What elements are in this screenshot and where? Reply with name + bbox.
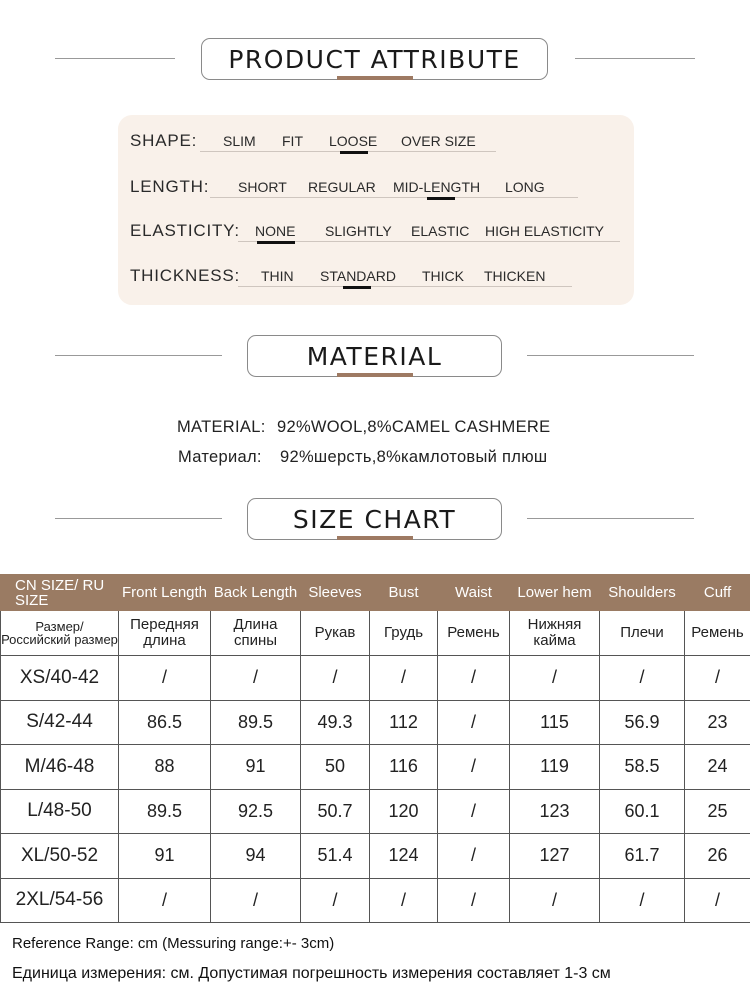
attr-row-thickness (118, 260, 634, 290)
size-cell: L/48-50 (1, 789, 119, 834)
reference-note-en: Reference Range: cm (Messuring range:+- 3cm) (12, 935, 335, 952)
measurement-cell: 89.5 (119, 789, 211, 834)
measurement-cell: / (301, 878, 370, 923)
table-row (1, 700, 750, 745)
table-body (1, 656, 750, 923)
attr-option: LONG (505, 179, 545, 195)
attribute-panel (118, 115, 634, 305)
column-header: Shoulders (600, 575, 685, 611)
column-header: Front Length (119, 575, 211, 611)
table-header-ru (1, 611, 750, 656)
measurement-cell: / (301, 656, 370, 701)
attr-option: SHORT (238, 179, 287, 195)
measurement-cell: / (510, 656, 600, 701)
measurement-cell: / (600, 656, 685, 701)
selected-marker (257, 241, 295, 244)
size-cell: 2XL/54-56 (1, 878, 119, 923)
attr-option-selected: STANDARD (320, 268, 396, 284)
measurement-cell: 49.3 (301, 700, 370, 745)
section-title: SIZE CHART (247, 498, 502, 540)
measurement-cell: / (685, 878, 750, 923)
measurement-cell: 120 (370, 789, 438, 834)
attr-rule (210, 197, 578, 198)
table-row (1, 789, 750, 834)
header-divider-right (575, 58, 695, 59)
attr-option: SLIM (223, 133, 256, 149)
attr-option: SLIGHTLY (325, 223, 392, 239)
measurement-cell: 50.7 (301, 789, 370, 834)
measurement-cell: 50 (301, 745, 370, 790)
column-header: Cuff (685, 575, 750, 611)
attr-option: OVER SIZE (401, 133, 476, 149)
measurement-cell: / (438, 789, 510, 834)
product-attribute-header (0, 38, 750, 88)
attr-option: THICKEN (484, 268, 546, 284)
table-row (1, 878, 750, 923)
material-value: 92%WOOL,8%CAMEL CASHMERE (277, 418, 551, 436)
size-cell: XL/50-52 (1, 834, 119, 879)
table-header-en (1, 575, 750, 611)
column-header: Ремень (438, 611, 510, 656)
measurement-cell: / (370, 878, 438, 923)
measurement-cell: 56.9 (600, 700, 685, 745)
section-title: PRODUCT ATTRIBUTE (201, 38, 548, 80)
column-header: Нижняя кайма (510, 611, 600, 656)
attr-row-length (118, 171, 634, 201)
table-row (1, 745, 750, 790)
column-header: Bust (370, 575, 438, 611)
attr-rule (238, 286, 572, 287)
measurement-cell: 86.5 (119, 700, 211, 745)
material-header (0, 335, 750, 385)
column-header: Грудь (370, 611, 438, 656)
measurement-cell: 89.5 (211, 700, 301, 745)
reference-note-ru: Единица измерения: см. Допустимая погрешность измерения составляет 1-3 см (12, 965, 611, 982)
measurement-cell: / (510, 878, 600, 923)
attr-option: HIGH ELASTICITY (485, 223, 605, 239)
material-label: MATERIAL: (177, 418, 266, 436)
header-divider-left (55, 355, 222, 356)
measurement-cell: 23 (685, 700, 750, 745)
measurement-cell: 25 (685, 789, 750, 834)
column-header: Длина спины (211, 611, 301, 656)
attr-row-shape (118, 125, 634, 155)
table-row (1, 834, 750, 879)
attr-option: REGULAR (308, 179, 376, 195)
measurement-cell: / (438, 834, 510, 879)
attr-option-selected: LOOSE (329, 133, 378, 149)
measurement-cell: 61.7 (600, 834, 685, 879)
measurement-cell: 115 (510, 700, 600, 745)
measurement-cell: / (211, 656, 301, 701)
material-label: Материал: (178, 448, 262, 466)
measurement-cell: 51.4 (301, 834, 370, 879)
measurement-cell: / (119, 656, 211, 701)
table-row (1, 656, 750, 701)
measurement-cell: / (685, 656, 750, 701)
measurement-cell: / (438, 656, 510, 701)
attr-label: LENGTH: (130, 177, 210, 196)
measurement-cell: 26 (685, 834, 750, 879)
attr-option-selected: NONE (255, 223, 296, 239)
size-cell: XS/40-42 (1, 656, 119, 701)
measurement-cell: 123 (510, 789, 600, 834)
measurement-cell: 124 (370, 834, 438, 879)
measurement-cell: 58.5 (600, 745, 685, 790)
measurement-cell: 88 (119, 745, 211, 790)
measurement-cell: 92.5 (211, 789, 301, 834)
measurement-cell: 127 (510, 834, 600, 879)
column-header: CN SIZE/ RU SIZE (1, 575, 119, 611)
attr-option: FIT (282, 133, 303, 149)
measurement-cell: / (211, 878, 301, 923)
header-accent-bar (337, 76, 413, 80)
column-header: Размер/ Российский размер (1, 611, 119, 656)
column-header: Плечи (600, 611, 685, 656)
measurement-cell: / (119, 878, 211, 923)
attr-row-elasticity (118, 215, 634, 245)
column-header: Рукав (301, 611, 370, 656)
measurement-cell: / (370, 656, 438, 701)
header-divider-right (527, 355, 694, 356)
header-accent-bar (337, 536, 413, 540)
column-header: Back Length (211, 575, 301, 611)
selected-marker (427, 197, 455, 200)
measurement-cell: / (600, 878, 685, 923)
column-header: Sleeves (301, 575, 370, 611)
size-table (0, 574, 750, 923)
measurement-cell: / (438, 745, 510, 790)
measurement-cell: 112 (370, 700, 438, 745)
attr-option-selected: MID-LENGTH (393, 179, 481, 195)
size-cell: M/46-48 (1, 745, 119, 790)
attr-label: SHAPE: (130, 131, 198, 150)
measurement-cell: / (438, 878, 510, 923)
section-title: MATERIAL (247, 335, 502, 377)
measurement-cell: 91 (119, 834, 211, 879)
attr-option: ELASTIC (411, 223, 470, 239)
header-accent-bar (337, 373, 413, 377)
attr-rule (238, 241, 620, 242)
measurement-cell: 119 (510, 745, 600, 790)
selected-marker (340, 151, 368, 154)
header-divider-right (527, 518, 694, 519)
column-header: Waist (438, 575, 510, 611)
column-header: Передняя длина (119, 611, 211, 656)
header-divider-left (55, 518, 222, 519)
measurement-cell: 94 (211, 834, 301, 879)
measurement-cell: / (438, 700, 510, 745)
attr-label: ELASTICITY: (130, 221, 240, 240)
measurement-cell: 24 (685, 745, 750, 790)
attr-option: THIN (261, 268, 294, 284)
measurement-cell: 116 (370, 745, 438, 790)
size-cell: S/42-44 (1, 700, 119, 745)
header-divider-left (55, 58, 175, 59)
material-value: 92%шерсть,8%камлотовый плюш (280, 448, 548, 466)
column-header: Lower hem (510, 575, 600, 611)
measurement-cell: 91 (211, 745, 301, 790)
attr-label: THICKNESS: (130, 266, 241, 285)
measurement-cell: 60.1 (600, 789, 685, 834)
column-header: Ремень (685, 611, 750, 656)
selected-marker (343, 286, 371, 289)
size-chart-header (0, 498, 750, 548)
attr-option: THICK (422, 268, 464, 284)
